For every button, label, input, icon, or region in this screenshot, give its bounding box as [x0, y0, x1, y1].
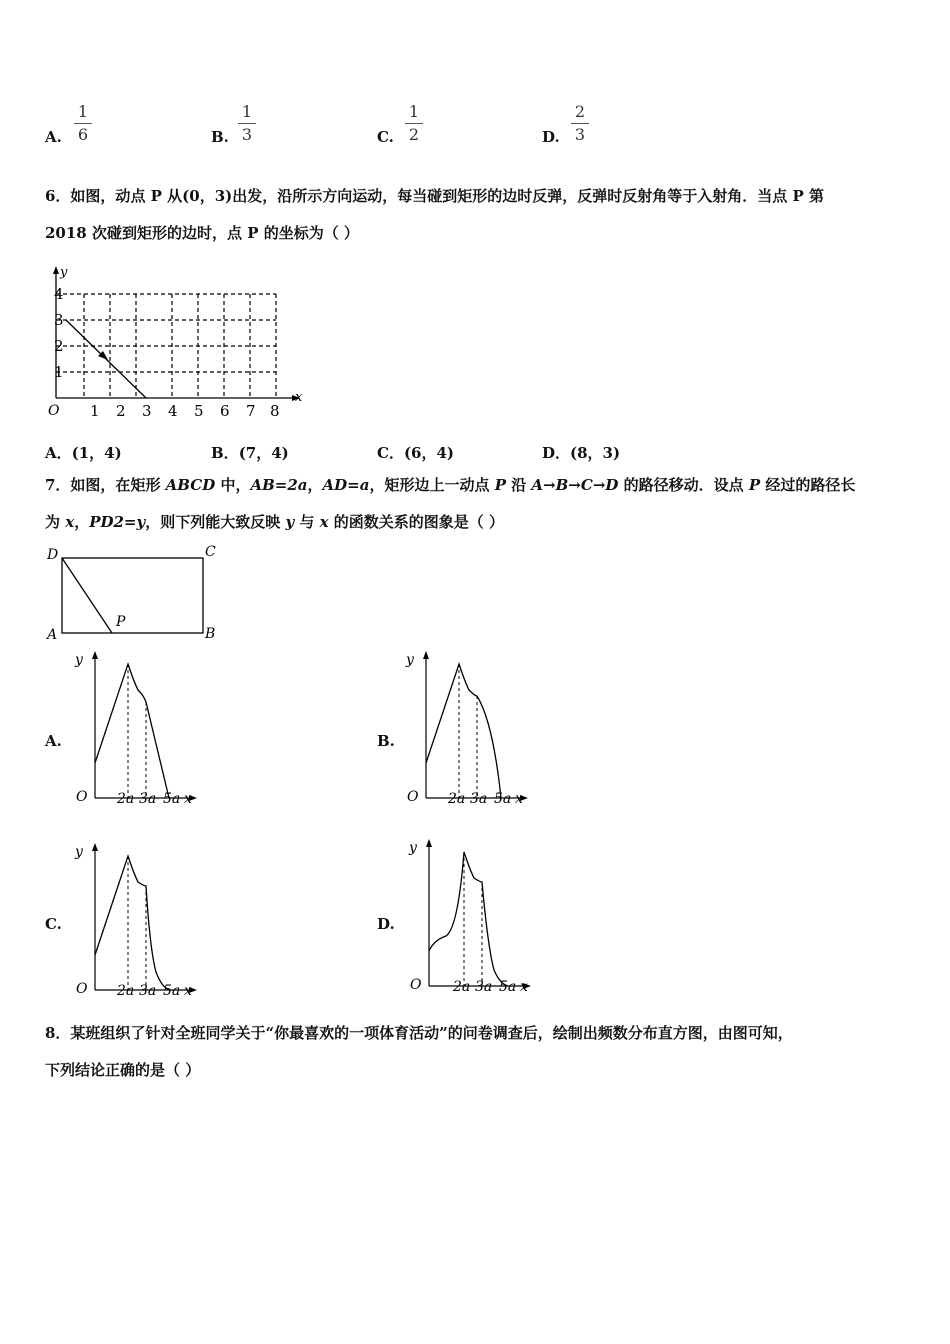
q6-stem-line2: 2018 次碰到矩形的边时，点 P 的坐标为（ ）: [45, 224, 359, 242]
q7-graph-d-origin: O: [410, 977, 422, 993]
q7-graph-d: [404, 836, 534, 996]
q7-stem-line1: 7．如图，在矩形 ABCD 中，AB=2a，AD=a，矩形边上一动点 P 沿 A→B→C→D 的路径移动．设点 P 经过的路径长: [45, 476, 856, 494]
q7-graph-b-curve: [426, 664, 501, 798]
q7-graph-a-curve: [95, 664, 169, 798]
q7-graph-a-tick-3a: 3a: [139, 791, 157, 807]
q8-stem-line2: 下列结论正确的是（ ）: [45, 1061, 201, 1079]
q7-stem-line2: 为 x，PD2=y，则下列能大致反映 y 与 x 的函数关系的图象是（ ）: [45, 513, 505, 531]
q7-graph-d-y-label: y: [409, 840, 417, 856]
q7-graph-a-origin: O: [76, 789, 88, 805]
q6-x-tick: 3: [142, 402, 152, 420]
q6-y-label: y: [60, 265, 68, 280]
q5-option-c-fraction: 1 2: [403, 102, 425, 145]
q7-option-d-label: D.: [377, 915, 395, 933]
q6-x-tick: 8: [270, 402, 280, 420]
q7-graph-d-y-arrow-icon: [426, 839, 432, 847]
q5-option-d-fraction: 2 3: [569, 102, 591, 145]
q7-graph-a-y-arrow-icon: [92, 651, 98, 659]
q7-graph-d-tick-2a: 2a: [453, 979, 471, 995]
q7-graph-b-tick-2a: 2a: [448, 791, 466, 807]
q7-graph-d-curve: [429, 852, 508, 986]
q7-rectangle: [62, 558, 203, 633]
q6-x-label: x: [295, 390, 303, 405]
q6-graph: [40, 258, 310, 423]
q6-grid: [56, 294, 276, 398]
q7-graph-c: [70, 840, 200, 1000]
q6-option-b: B．(7，4): [211, 444, 289, 462]
q7-graph-c-x-label: x: [184, 983, 192, 999]
q7-graph-b-x-label: x: [515, 791, 523, 807]
q7-graph-a-y-label: y: [75, 652, 83, 668]
q7-graph-c-tick-3a: 3a: [139, 983, 157, 999]
q5-option-d-label: D.: [542, 128, 560, 146]
q7-graph-b-y-label: y: [406, 652, 414, 668]
q7-graph-b-tick-3a: 3a: [470, 791, 488, 807]
q7-label-b: B: [205, 626, 216, 642]
q6-y-arrow-icon: [53, 266, 59, 274]
q6-x-tick: 2: [116, 402, 126, 420]
q6-y-tick: 3: [54, 311, 64, 329]
q7-graph-a: [70, 648, 200, 808]
q7-graph-b-tick-5a: 5a: [494, 791, 512, 807]
q7-graph-c-origin: O: [76, 981, 88, 997]
q7-graph-c-y-arrow-icon: [92, 843, 98, 851]
q7-graph-a-x-label: x: [184, 791, 192, 807]
q7-label-c: C: [205, 544, 216, 560]
q7-graph-c-tick-2a: 2a: [117, 983, 135, 999]
q7-graph-a-tick-5a: 5a: [163, 791, 181, 807]
q7-segment-dp: [62, 558, 112, 633]
q6-x-tick: 5: [194, 402, 204, 420]
q6-y-tick: 2: [54, 337, 64, 355]
q5-option-a-fraction: 1 6: [72, 102, 94, 145]
q6-x-tick: 6: [220, 402, 230, 420]
q7-option-b-label: B.: [377, 732, 395, 750]
q6-origin-label: O: [48, 403, 60, 419]
q7-graph-b-origin: O: [407, 789, 419, 805]
q5-option-b-label: B.: [211, 128, 229, 146]
q7-graph-d-x-label: x: [520, 979, 528, 995]
q7-graph-c-curve: [95, 856, 170, 990]
q5-option-a-label: A.: [45, 128, 62, 146]
q7-label-d: D: [47, 547, 59, 563]
q7-graph-b: [401, 648, 531, 808]
q6-option-c: C．(6，4): [377, 444, 455, 462]
q6-y-tick: 4: [54, 285, 64, 303]
q6-option-d: D．(8，3): [542, 444, 621, 462]
q6-stem-line1: 6．如图，动点 P 从(0，3)出发，沿所示方向运动，每当碰到矩形的边时反弹，反弹时反射角等于入射角．当点 P 第: [45, 187, 824, 205]
q7-option-c-label: C.: [45, 915, 62, 933]
q6-x-tick: 1: [90, 402, 100, 420]
q5-option-b-fraction: 1 3: [236, 102, 258, 145]
q7-graph-c-y-label: y: [75, 844, 83, 860]
q6-y-tick: 1: [54, 363, 64, 381]
q6-x-ticks: [90, 402, 280, 420]
q7-option-a-label: A.: [45, 732, 62, 750]
q8-stem-line1: 8．某班组织了针对全班同学关于“你最喜欢的一项体育活动”的问卷调查后，绘制出频数分布直方图，由图可知，: [45, 1024, 793, 1042]
q7-graph-a-tick-2a: 2a: [117, 791, 135, 807]
q7-label-p: P: [116, 614, 126, 630]
q6-x-tick: 4: [168, 402, 178, 420]
q5-option-c-label: C.: [377, 128, 394, 146]
q7-label-a: A: [47, 627, 58, 642]
q6-option-a: A．(1，4): [45, 444, 122, 462]
q6-x-tick: 7: [246, 402, 256, 420]
q7-graph-d-tick-3a: 3a: [475, 979, 493, 995]
q7-rectangle-figure: [40, 542, 230, 642]
q7-graph-c-tick-5a: 5a: [163, 983, 181, 999]
q7-graph-b-y-arrow-icon: [423, 651, 429, 659]
q7-graph-d-tick-5a: 5a: [499, 979, 517, 995]
